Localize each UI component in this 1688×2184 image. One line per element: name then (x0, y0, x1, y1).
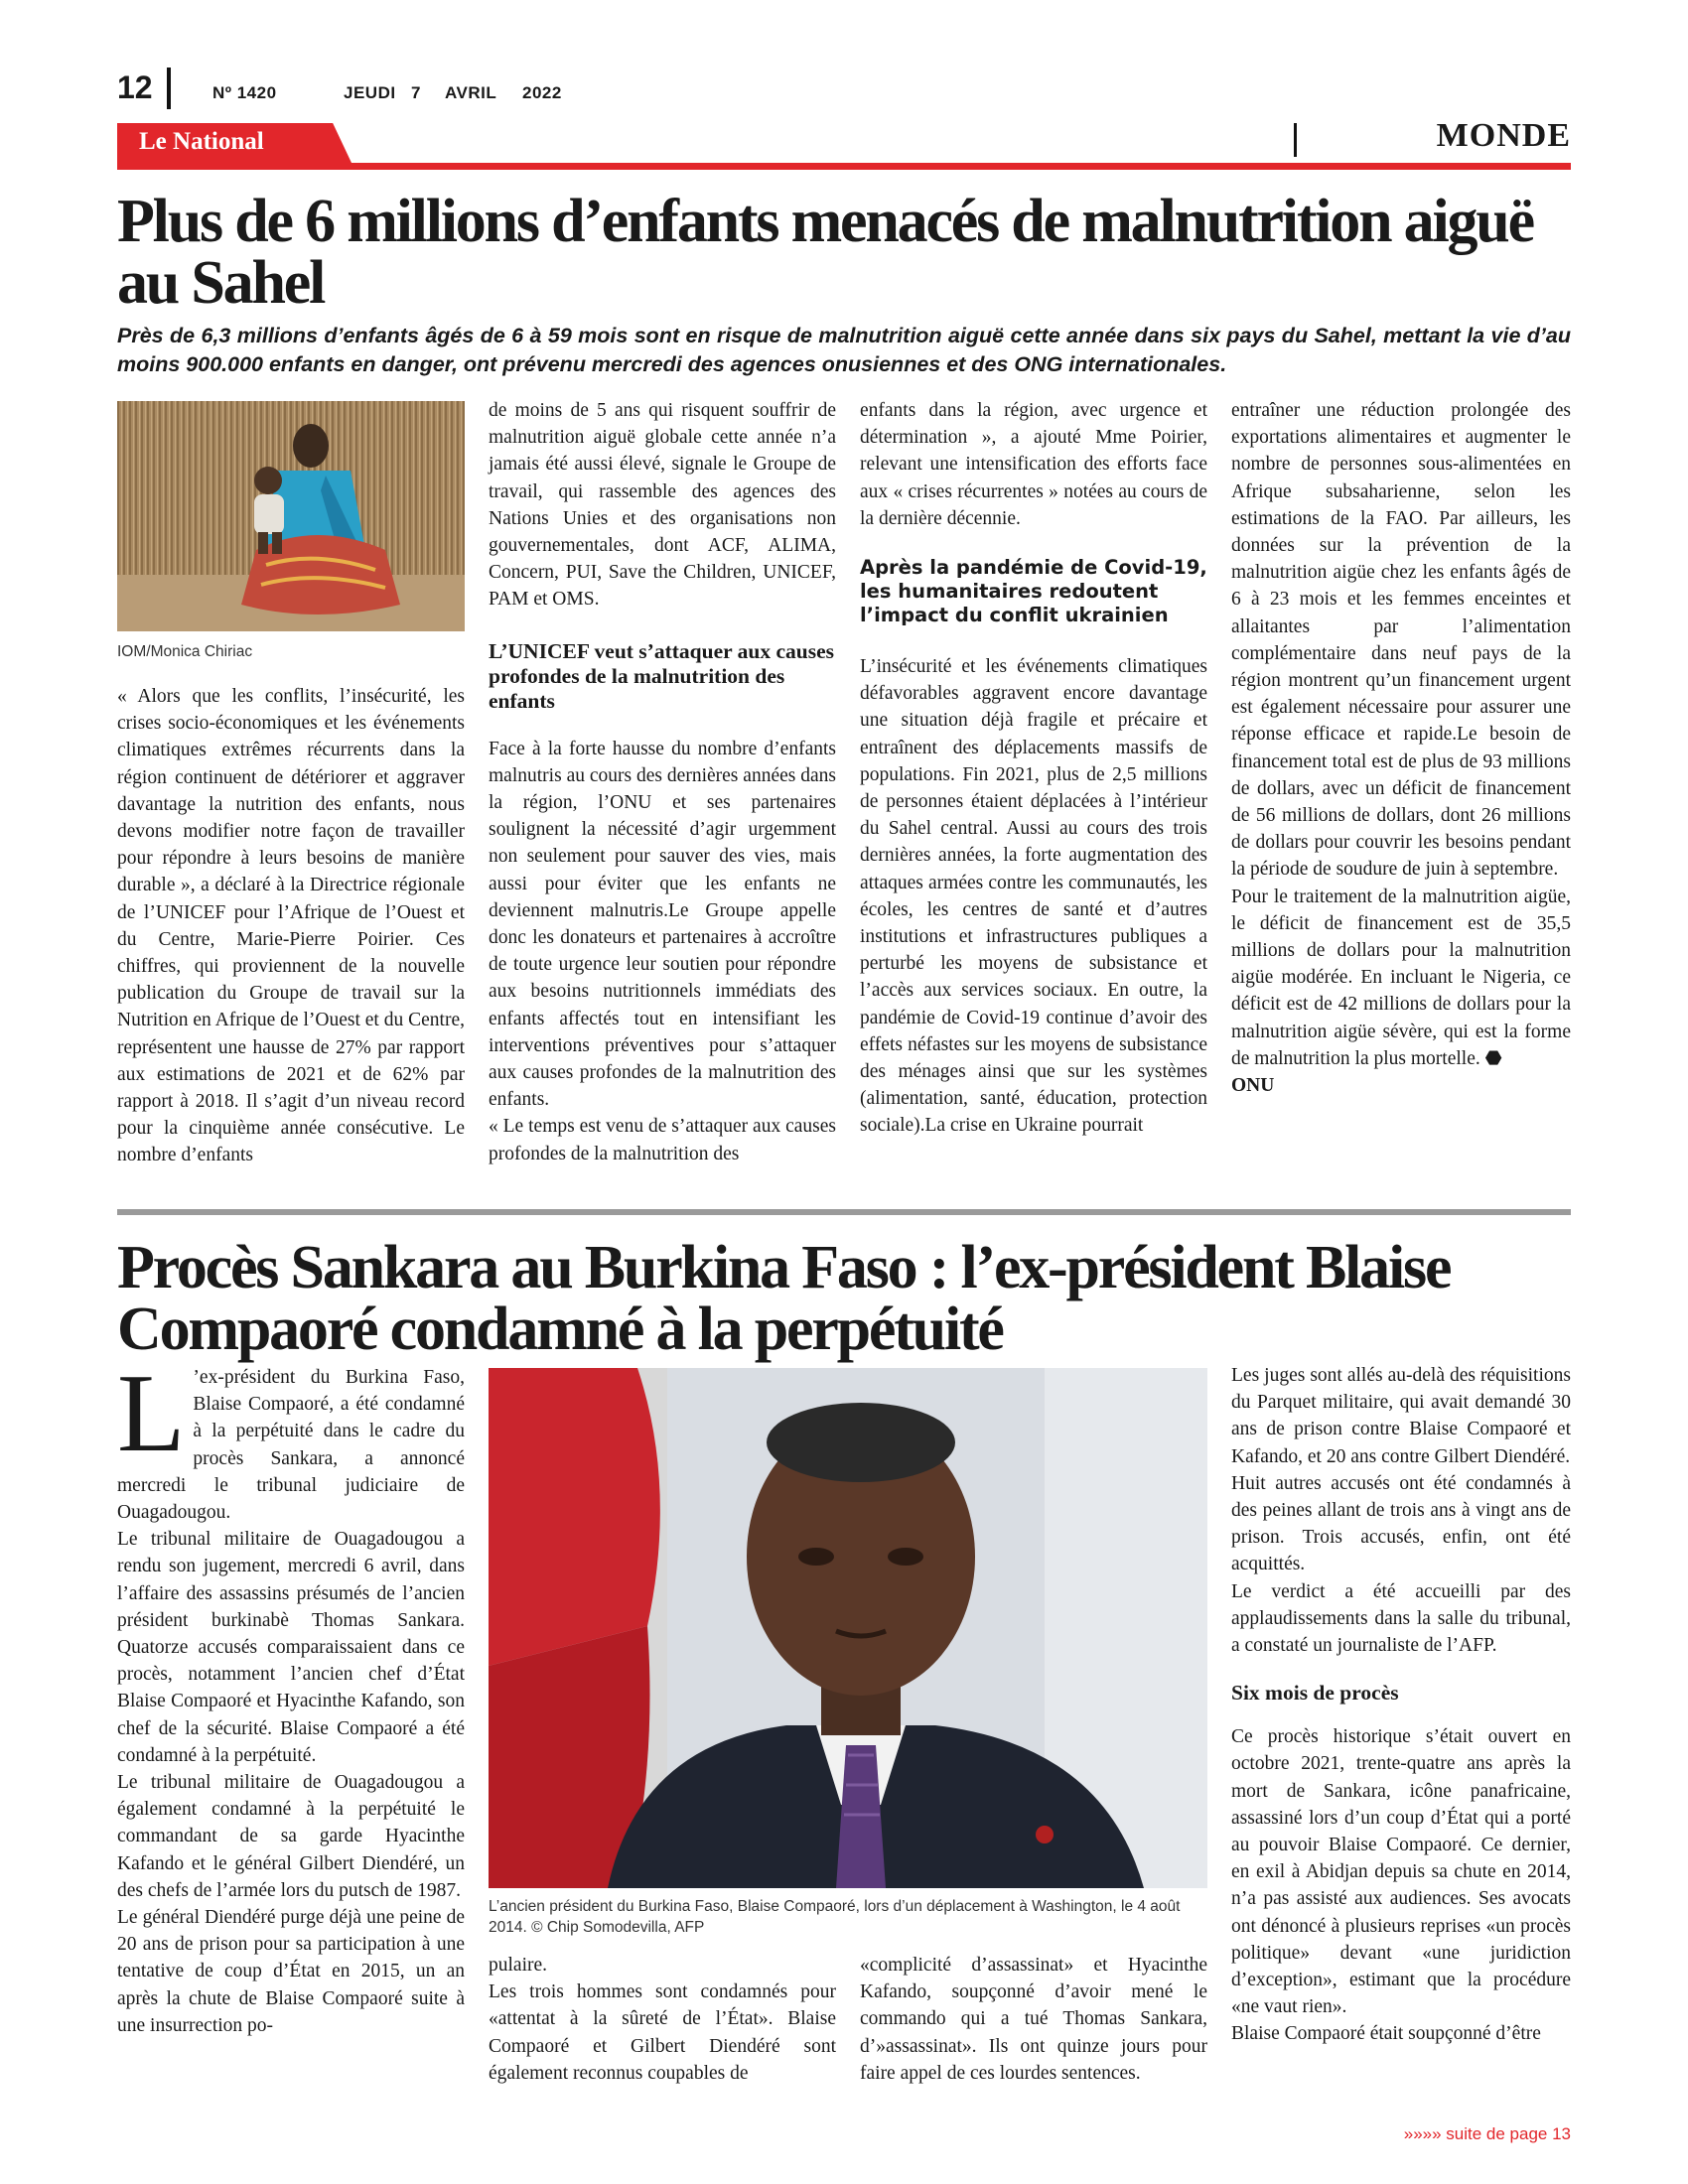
article2-col4-p5: Blaise Compaoré était soupçonné d’être (1231, 2023, 1541, 2045)
paper-name: Le National (139, 128, 264, 155)
article2-headline-line1: Procès Sankara au Burkina Faso : l’ex-président Blaise (117, 1234, 1451, 1301)
portrait-photo (489, 1368, 1207, 1888)
article1-col2-p3: « Le temps est venu de s’attaquer aux causes profondes de la malnutrition des (489, 1116, 836, 1164)
article2-col1-p1 (117, 1352, 465, 1526)
article1-col2-p2: Face à la forte hausse du nombre d’enfants malnutris au cours des dernières années dans la région, l’ONU et ses partenaires soulignent la nécessité d’agir urgemment non seulement pour sauver des vies, mais aussi pour éviter que les enfants ne deviennent malnutris.Le Groupe appelle donc les donateurs et partenaires à accroître de toute urgence leur soutien pour répondre aux besoins nutritionnels immédiats des enfants affectés tout en intensifiant les interventions préventives pour s’attaquer aux causes profondes de la malnutrition des enfants. (489, 738, 836, 1111)
article2-col4-p1: Les juges sont allés au-delà des réquisitions du Parquet militaire, qui avait demandé 30 ans de prison contre Blaise Compaoré et Kafando, et 20 ans contre Gilbert Diendéré. (1231, 1365, 1571, 1467)
article1-col4-p2: Pour le traitement de la malnutrition aigüe, le déficit de financement est de 35,5 millions de dollars pour la malnutrition aigüe modérée. En incluant le Nigeria, ce déficit est de 42 millions de dollars pour la malnutrition aigüe sévère, qui est la forme de malnutrition la plus mortelle. ⬣ (1231, 886, 1571, 1069)
article2-column2 (489, 1952, 836, 2087)
article2-col4-p2: Huit autres accusés ont été condamnés à des peines allant de trois ans à vingt ans de prison. Trois accusés, enfin, ont été acquittés. (1231, 1472, 1571, 1575)
page-number: 12 (117, 69, 153, 105)
folio-divider (167, 68, 171, 109)
issue-number: Nº 1420 (212, 83, 277, 102)
section-name: MONDE (1436, 117, 1571, 154)
date-month: AVRIL (445, 83, 497, 102)
article2-col1-p3: Le tribunal militaire de Ouagadougou a également condamné à la perpétuité le commandant de sa garde Hyacinthe Kafando et le général Gilbert Diendéré, un des chefs de l’armée lors du putsch de 1987. (117, 1772, 465, 1901)
article2-photo (489, 1368, 1207, 1888)
article2-col4-p3: Le verdict a été accueilli par des applaudissements dans la salle du tribunal, a constaté un journaliste de l’AFP. (1231, 1580, 1571, 1657)
article2-col3-p1: «complicité d’assassinat» et Hyacinthe Kafando, soupçonné d’avoir mené le commando qui a tué Thomas Sankara, d’»assassinat». Ils ont quinze jours pour faire appel de ces lourdes sentences. (860, 1955, 1207, 2084)
article1-headline-line2: au Sahel (117, 249, 325, 317)
article1-headline-line1: Plus de 6 millions d’enfants menacés de malnutrition aiguë (117, 188, 1533, 255)
article2-col2-p2: Les trois hommes sont condamnés pour «attentat à la sûreté de l’État». Blaise Compaoré et Gilbert Diendéré sont également reconnus coupables de (489, 1981, 836, 2084)
article2-subhead: Six mois de procès (1231, 1681, 1399, 1706)
date-year: 2022 (522, 83, 562, 102)
article2-column4 (1231, 1362, 1571, 2048)
article1-col3-p2: L’insécurité et les événements climatiques défavorables aggravent encore davantage une situation déjà fragile et précaire et entraînent des déplacements massifs de populations. Fin 2021, plus de 2,5 millions de personnes étaient déplacées à l’intérieur du Sahel central. Aussi au cours des trois dernières années, la forte augmentation des attaques armées contre les communautés, les écoles, les centres de santé et d’autres institutions et infrastructures publiques a perturbé les moyens de subsistance et l’accès aux services sociaux. En outre, la pandémie de Covid-19 continue d’avoir des effets néfastes sur les moyens de subsistance des ménages ainsi que sur les systèmes (alimentation, santé, éducation, protection sociale).La crise en Ukraine pourrait (860, 656, 1207, 1137)
article1-lede: Près de 6,3 millions d’enfants âgés de 6 à 59 mois sont en risque de malnutrition aiguë cette année dans six pays du Sahel, mettant la vie d’au moins 900.000 enfants en danger, ont prévenu mercredi des agences onusiennes et des ONG internationales. (117, 324, 1571, 376)
article1-col1-text: « Alors que les conflits, l’insécurité, les crises socio-économiques et les événements climatiques extrêmes récurrents dans la région continuent de détériorer et aggraver davantage la nutrition des enfants, nous devons modifier notre façon de travailler pour répondre à leurs besoins de manière durable », a déclaré à la Directrice régionale de l’UNICEF pour l’Afrique de l’Ouest et du Centre, Marie-Pierre Poirier. Ces chiffres, qui proviennent de la nouvelle publication du Groupe de travail sur la Nutrition en Afrique de l’Ouest et du Centre, représentent une hausse de 27% par rapport aux estimations de 2021 et de 62% par rapport à 2018. Il s’agit d’un niveau record pour la cinquième année consécutive. Le nombre d’enfants (117, 686, 465, 1166)
article2-dropcap: L (117, 1352, 186, 1475)
article1-headline (117, 188, 1533, 317)
article-separator (117, 1209, 1571, 1215)
article1-column1 (117, 683, 465, 1169)
article1-column2 (489, 397, 836, 1167)
article1-col2-p1: de moins de 5 ans qui risquent souffrir de malnutrition aiguë globale cette année n’a jamais été aussi élevé, signale le Groupe de travail, qui rassemble des agences des Nations Unies et des organisations non gouvernementales, dont ACF, ALIMA, Concern, PUI, Save the Children, UNICEF, PAM et OMS. (489, 400, 836, 611)
article2-headline (117, 1234, 1451, 1363)
article1-column3 (860, 397, 1207, 1140)
section-divider (1294, 123, 1297, 157)
article2-column3 (860, 1952, 1207, 2087)
continued-link[interactable]: »»»» suite de page 13 (1403, 2124, 1571, 2143)
article1-photo (117, 401, 465, 631)
date-day: JEUDI (344, 83, 396, 102)
article2-col4-p4: Ce procès historique s’était ouvert en octobre 2021, trente-quatre ans après la mort de Sankara, icône panafricaine, assassiné lors d’un coup d’État qui a porté au pouvoir Blaise Compaoré. Ce dernier, en exil à Abidjan depuis sa chute en 2014, n’a pas assisté aux audiences. Ses avocats ont dénoncé à plusieurs reprises «un procès politique» devant «une juridiction d’exception», estimant que la procédure «ne vaut rien». (1231, 1726, 1571, 2018)
article1-subhead1: L’UNICEF veut s’attaquer aux causes profondes de la malnutrition des enfants (489, 638, 834, 713)
article2-headline-line2: Compaoré condamné à la perpétuité (117, 1296, 1003, 1363)
mother-child-photo (117, 401, 465, 631)
header-rule (117, 163, 1571, 170)
date-number: 7 (411, 83, 421, 102)
article1-photo-credit: IOM/Monica Chiriac (117, 643, 253, 660)
article2-column1 (117, 1352, 465, 2039)
article2-col1-p4: Le général Diendéré purge déjà une peine de 20 ans de prison pour sa participation à une tentative de coup d’État en 2015, un an après la chute de Blaise Compaoré suite à une insurrection po- (117, 1907, 465, 2036)
article1-column4 (1231, 397, 1571, 1099)
article2-col2-p1: pulaire. (489, 1955, 548, 1976)
article1-signature: ONU (1231, 1075, 1275, 1097)
article1-col3-p1: enfants dans la région, avec urgence et détermination », a ajouté Mme Poirier, relevant une intensification des efforts face aux « crises récurrentes » notées au cours de la dernière décennie. (860, 400, 1207, 529)
article1-subhead2: Après la pandémie de Covid-19, les humanitaires redoutent l’impact du conflit ukrainien (860, 556, 1207, 627)
article2-photo-caption: L’ancien président du Burkina Faso, Blaise Compaoré, lors d’un déplacement à Washington, le 4 août 2014. © Chip Somodevilla, AFP (489, 1898, 1181, 1936)
article1-col4-p1: entraîner une réduction prolongée des exportations alimentaires et augmenter le nombre de personnes sous-alimentées en Afrique subsaharienne, selon les estimations de la FAO. Par ailleurs, les données sur la prévention de la malnutrition aigüe chez les enfants âgés de 6 à 23 mois et les femmes enceintes et allaitantes par l’alimentation complémentaire dans neuf pays de la région montrent qu’un financement urgent est également nécessaire pour assurer une réponse efficace et rapide.Le besoin de financement total est de plus de 93 millions de dollars, avec un déficit de financement de 56 millions de dollars, dont 26 millions de dollars pour couvrir les besoins pendant la période de soudure de juin à septembre. (1231, 400, 1571, 881)
article2-col1-p1-text: ’ex-président du Burkina Faso, Blaise Compaoré, a été condamné à la perpétuité dans le cadre du procès Sankara, a annoncé mercredi le tribunal judiciaire de Ouagadougou. (117, 1367, 465, 1524)
article2-col1-p2: Le tribunal militaire de Ouagadougou a rendu son jugement, mercredi 6 avril, dans l’affaire des assassins présumés de l’ancien président burkinabè Thomas Sankara. Quatorze accusés comparaissaient dans ce procès, notamment l’ancien chef d’État Blaise Compaoré et Hyacinthe Kafando, son chef de la sécurité. Blaise Compaoré a été condamné à la perpétuité. (117, 1529, 465, 1766)
